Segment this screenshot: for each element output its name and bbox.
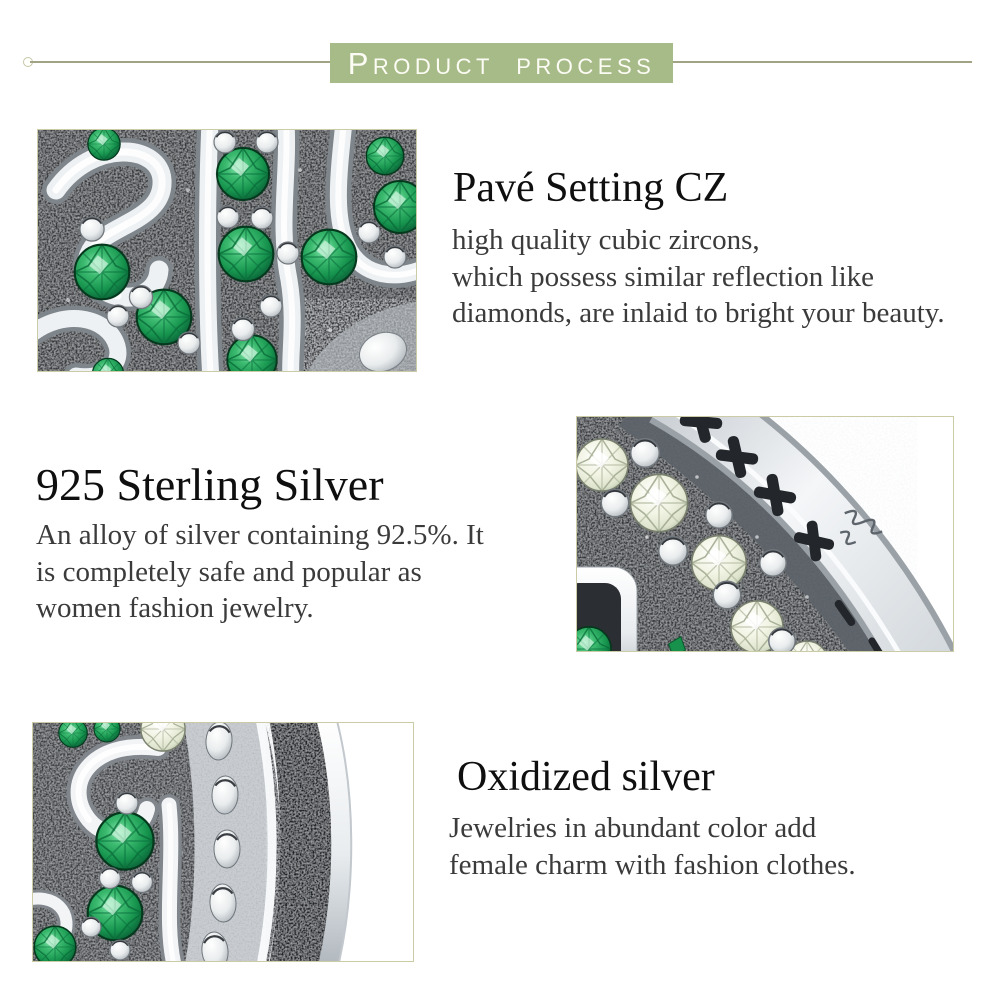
photo-oxidized-silver bbox=[32, 722, 414, 962]
section-heading-sterling-silver: 925 Sterling Silver bbox=[36, 459, 384, 510]
section-body-pave-cz bbox=[452, 222, 945, 332]
photo-sterling-art bbox=[577, 417, 953, 651]
photo-sterling-silver bbox=[576, 416, 954, 652]
body-line: Jewelries in abundant color add bbox=[449, 812, 817, 844]
body-line: which possess similar reflection like bbox=[452, 260, 875, 293]
body-line: is completely safe and popular as bbox=[36, 555, 422, 588]
body-line: An alloy of silver containing 92.5%. It bbox=[36, 519, 484, 551]
header-banner bbox=[330, 43, 673, 83]
photo-pave-setting-cz bbox=[37, 129, 417, 372]
section-body-sterling-silver bbox=[36, 517, 484, 627]
page-title: PRODUCT PROCESS bbox=[347, 45, 656, 81]
section-heading-pave-cz: Pavé Setting CZ bbox=[453, 165, 729, 211]
body-line: diamonds, are inlaid to bright your beauty. bbox=[452, 297, 945, 330]
section-body-oxidized bbox=[449, 810, 856, 883]
body-line: high quality cubic zircons, bbox=[452, 224, 760, 256]
photo-oxidized-art bbox=[33, 723, 413, 961]
body-line: female charm with fashion clothes. bbox=[449, 848, 856, 881]
photo-pave-cz-art bbox=[38, 130, 416, 371]
body-line: women fashion jewelry. bbox=[36, 592, 314, 625]
section-heading-oxidized: Oxidized silver bbox=[457, 754, 715, 800]
